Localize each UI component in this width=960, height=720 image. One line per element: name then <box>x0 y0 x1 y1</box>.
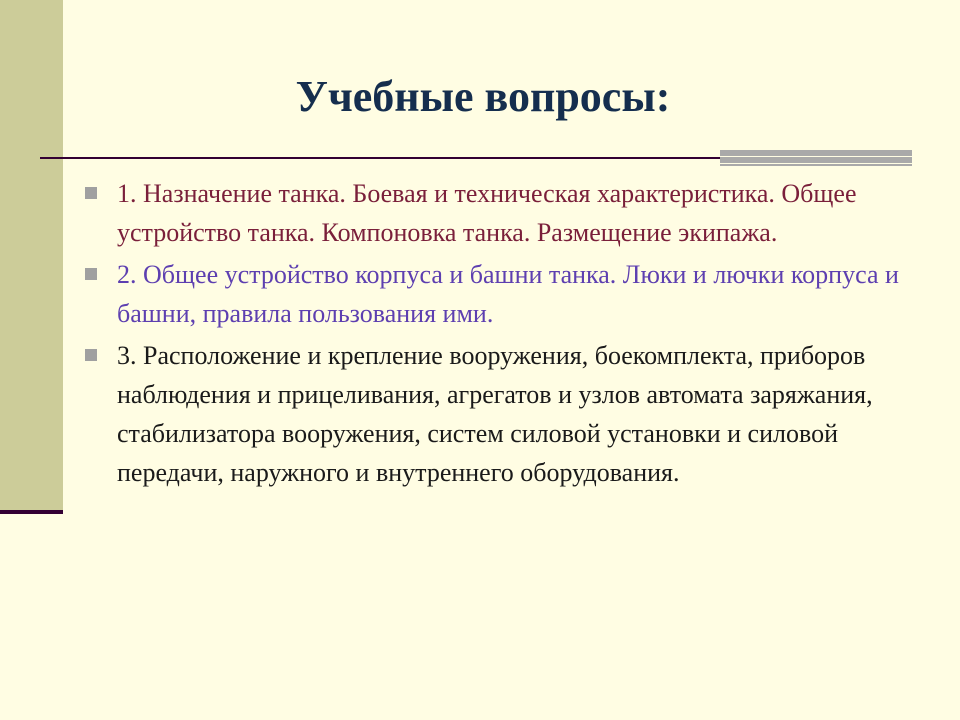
square-bullet-icon <box>85 268 97 280</box>
list-item-text: 3. Расположение и крепление вооружения, боекомплекта, приборов наблюдения и прицеливания, агрегатов и узлов автомата заряжания, стабилизатора вооружения, систем силовой установки и силовой передачи, наружного и внутреннего оборудования. <box>117 341 873 487</box>
slide-title: Учебные вопросы: <box>295 72 671 121</box>
square-bullet-icon <box>85 187 97 199</box>
square-bullet-icon <box>85 349 97 361</box>
list-item <box>85 336 945 492</box>
bullet-list <box>85 174 945 495</box>
list-item <box>85 255 945 333</box>
title-divider-accent <box>720 150 912 166</box>
list-item <box>85 174 945 252</box>
sidebar-decoration <box>0 0 63 512</box>
list-item-text: 2. Общее устройство корпуса и башни танка. Люки и лючки корпуса и башни, правила пользования ими. <box>117 260 899 328</box>
sidebar-edge-line <box>0 510 63 514</box>
list-item-text: 1. Назначение танка. Боевая и техническая характеристика. Общее устройство танка. Компоновка танка. Размещение экипажа. <box>117 179 857 247</box>
